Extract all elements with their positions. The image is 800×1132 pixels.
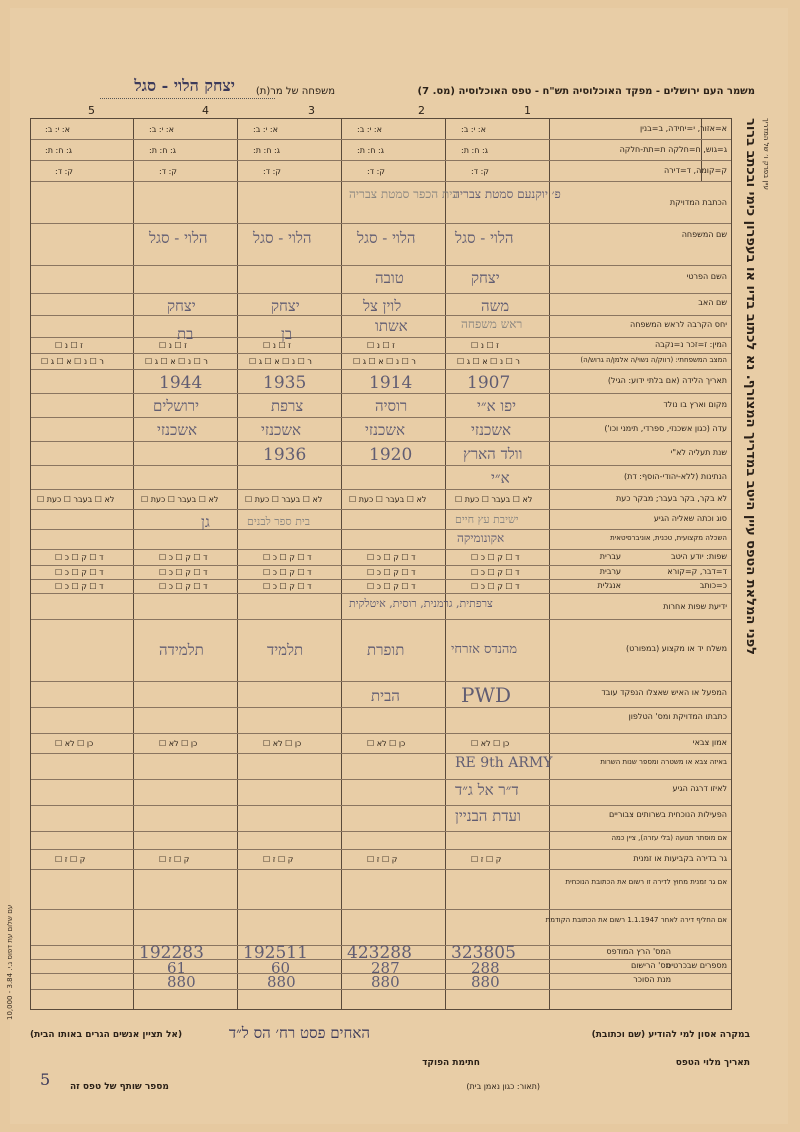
p3-serial[interactable]: 192511	[243, 943, 308, 963]
p3-birthplace[interactable]: צרפת	[271, 397, 304, 415]
p1-prof-edu[interactable]: אקונומיקה	[457, 531, 505, 545]
column-number-4: 4	[202, 104, 209, 117]
col3-lang-en[interactable]: ד ☐ ק ☐ כ ☐	[263, 582, 312, 591]
column-number-3: 3	[308, 104, 315, 117]
col2-lang-en[interactable]: ד ☐ ק ☐ כ ☐	[367, 582, 416, 591]
lang-hebrew: עברית	[599, 552, 621, 561]
row-label-previous-address: אם החליף דירה לאחר 1.1.1947 רשום את הכתובת הקודמת	[545, 916, 727, 924]
col3-residence[interactable]: ק ☐ ז ☐	[263, 855, 294, 864]
p1-occupation[interactable]: מהנדס אזרחי	[451, 642, 518, 657]
home-label: (תאור: כגון נאמן בית)	[466, 1082, 540, 1091]
p2-first-name[interactable]: טובה	[375, 269, 404, 287]
p1-relation[interactable]: ראש משפחה	[461, 317, 523, 331]
col5-lang-ar[interactable]: ד ☐ ק ☐ כ ☐	[55, 568, 104, 577]
row-label-movement: אם מוסתר תנועה (בלי עזרה), ציין כמה	[611, 834, 727, 842]
row-label-military-service: באיזה צבא או משטרה ומספר שנות השרות	[600, 758, 727, 766]
col2-school[interactable]: לא ☐ בעבר ☐ כעת ☐	[349, 495, 427, 504]
row-label-marital-status: המצב המשפחתי: (רווק/ה נשוי/ה אלמן/ה גרוש/ה)	[580, 356, 727, 364]
p1-other-langs[interactable]: צרפתית, גרמנית, רוסית, איטלקית	[349, 597, 493, 610]
p2-father[interactable]: לוין צל	[363, 297, 402, 315]
col3-abi[interactable]: א: י: ב:	[253, 125, 278, 134]
p2-registration[interactable]: 287	[371, 959, 400, 977]
col1-lang-ar[interactable]: ד ☐ ק ☐ כ ☐	[471, 568, 520, 577]
p2-occupation[interactable]: תופרת	[367, 641, 405, 659]
p4-community[interactable]: אשכנזי	[157, 421, 197, 439]
col5-kd[interactable]: ק: ד:	[55, 167, 73, 176]
col3-sex[interactable]: ז ☐ נ ☐	[263, 341, 291, 350]
p1-surname[interactable]: הלוי - סגל	[455, 229, 514, 247]
row-label-residence-type: גר בדירה בקביעות או זמנית	[633, 854, 727, 863]
col4-military[interactable]: כן ☐ לא ☐	[159, 739, 198, 748]
p3-prof-edu[interactable]: בית ספר לבנים	[247, 515, 311, 528]
emergency-label: במקרה אסון למי להודיע (שם וכתובת)	[591, 1030, 750, 1040]
p1-first-name[interactable]: יצחק	[471, 269, 500, 287]
col5-gch[interactable]: ג: ח: ת:	[45, 146, 72, 155]
row-label-professional-education: השכלה מקצועית, טכנית, אוניברסיטאית	[610, 534, 727, 542]
p1-birth[interactable]: 1907	[467, 373, 511, 393]
family-name-underline	[100, 98, 275, 99]
p1-birthplace[interactable]: יפו א״י	[477, 397, 517, 415]
col3-lang-ar[interactable]: ד ☐ ק ☐ כ ☐	[263, 568, 312, 577]
row-label-exact-address: הכתבת המדויקת	[669, 198, 727, 207]
p4-birthplace[interactable]: ירושלים	[153, 397, 200, 415]
col2-sex[interactable]: ז ☐ נ ☐	[367, 341, 395, 350]
col4-kd[interactable]: ק: ד:	[159, 167, 177, 176]
col2-abi[interactable]: א: י: ב:	[357, 125, 382, 134]
column-numbers	[30, 104, 550, 118]
col4-lang-ar[interactable]: ד ☐ ק ☐ כ ☐	[159, 568, 208, 577]
p1-serial[interactable]: 323805	[451, 943, 516, 963]
shared-label: מספר שותף של טפס זה	[70, 1082, 169, 1092]
col1-school[interactable]: לא ☐ בעבר ☐ כעת ☐	[455, 495, 533, 504]
col2-lang-he[interactable]: ד ☐ ק ☐ כ ☐	[367, 553, 416, 562]
col5-residence[interactable]: ק ☐ ז ☐	[55, 855, 86, 864]
p2-aliyah[interactable]: 1920	[369, 445, 413, 465]
row-label-father-name: שם האב	[698, 298, 727, 307]
p4-surname[interactable]: הלוי - סגל	[149, 229, 208, 247]
col5-military[interactable]: כן ☐ לא ☐	[55, 739, 94, 748]
p3-sugar[interactable]: 880	[267, 973, 296, 991]
col3-kd[interactable]: ק: ד:	[263, 167, 281, 176]
col2-gch[interactable]: ג: ח: ת:	[357, 146, 384, 155]
row-label-birthplace: מקום וארץ בו נולד	[663, 400, 727, 409]
p1-father[interactable]: משה	[481, 297, 510, 315]
col3-school[interactable]: לא ☐ בעבר ☐ כעת ☐	[245, 495, 323, 504]
col2-kd[interactable]: ק: ד:	[367, 167, 385, 176]
row-label-community: עדה (כגון אשכנזי, ספרדי, תימני וכו')	[604, 424, 727, 433]
p4-relation[interactable]: בת	[177, 325, 194, 343]
p1-education[interactable]: ישיבת עץ חיים	[455, 513, 519, 526]
row-label-registration: מס' הרישום	[630, 961, 671, 970]
row-label-first-name: השם הפרטי	[686, 272, 727, 281]
p1-citizenship[interactable]: א״י	[491, 469, 510, 487]
row-label-employer: המפעל או האיש שאצלו הנפקד עובד	[601, 688, 727, 697]
p3-first-name[interactable]: יצחק	[271, 297, 300, 315]
p1-address[interactable]: פ׳ יוקנעם סמטת צבריה	[453, 187, 561, 201]
row-label-block-parcel: ג=גוש, ח=חלקה ת=תת-חלקה	[619, 145, 727, 154]
p4-occupation[interactable]: תלמידה	[159, 641, 204, 659]
p1-public[interactable]: ועדת הבניין	[455, 807, 521, 825]
row-label-sex: המין: ז=זכר נ=נקבה	[654, 340, 727, 349]
col2-lang-ar[interactable]: ד ☐ ק ☐ כ ☐	[367, 568, 416, 577]
row-label-sugar-ration: מנת הסוכר	[633, 975, 671, 984]
row-label-floor-apartment: ק=קומה, ד=דירה	[664, 166, 727, 175]
p3-birth[interactable]: 1935	[263, 373, 307, 393]
row-label-card-numbers: מספרים שבכרטיס	[666, 961, 727, 970]
p2-employer[interactable]: הבית	[371, 687, 400, 705]
signature-label: חתימת הפוקד	[422, 1058, 480, 1068]
row-label-military-training: אמון צבאי	[692, 738, 727, 747]
col1-lang-he[interactable]: ד ☐ ק ☐ כ ☐	[471, 553, 520, 562]
row-label-relation: יחס הקרבה לראש המשפחה	[630, 320, 727, 329]
col3-marital[interactable]: ר ☐ נ ☐ א ☐ ג ☐	[249, 357, 312, 366]
col5-lang-en[interactable]: ד ☐ ק ☐ כ ☐	[55, 582, 104, 591]
col4-gch[interactable]: ג: ח: ת:	[149, 146, 176, 155]
p2-serial[interactable]: 423288	[347, 943, 412, 963]
p2-surname[interactable]: הלוי - סגל	[357, 229, 416, 247]
col1-abi[interactable]: א: י: ב:	[461, 125, 486, 134]
form-header	[40, 76, 755, 102]
column-divider	[341, 119, 342, 1009]
row-label-area-unit-building: א=אזור, י=יחידה, ב=בנין	[639, 124, 727, 133]
column-divider	[549, 119, 550, 1009]
p1-registration[interactable]: 288	[471, 959, 500, 977]
p2-community[interactable]: אשכנזי	[365, 421, 405, 439]
column-number-5: 5	[88, 104, 95, 117]
p4-registration[interactable]: 61	[167, 959, 187, 977]
column-divider	[133, 119, 134, 1009]
row-label-employer-address: כתבתו המדויקת ומס' הטלפון	[628, 712, 727, 721]
p4-serial[interactable]: 192283	[139, 943, 204, 963]
col2-residence[interactable]: ק ☐ ז ☐	[367, 855, 398, 864]
p2-sugar[interactable]: 880	[371, 973, 400, 991]
family-label: משפחה של מר(ת)	[255, 86, 335, 97]
col2-military[interactable]: כן ☐ לא ☐	[367, 739, 406, 748]
printer-imprint: עם שלום עת דפוס ג.י. 3.84 - 10,000	[6, 904, 14, 1020]
col3-lang-he[interactable]: ד ☐ ק ☐ כ ☐	[263, 553, 312, 562]
col4-school[interactable]: לא ☐ בעבר ☐ כעת ☐	[141, 495, 219, 504]
row-label-aliyah-year: שנת תעליה לא"י	[670, 448, 727, 457]
col1-marital[interactable]: ר ☐ נ ☐ א ☐ ג ☐	[457, 357, 520, 366]
row-label-languages: שפות: יודע היטב	[670, 552, 727, 561]
p4-birth[interactable]: 1944	[159, 373, 203, 393]
row-label-school-attendance: לא בקר, בקר בעבר; מבקר כעת	[616, 494, 727, 503]
col3-military[interactable]: כן ☐ לא ☐	[263, 739, 302, 748]
family-name-handwritten[interactable]: יצחק הלוי - סגל	[134, 76, 235, 95]
col1-lang-en[interactable]: ד ☐ ק ☐ כ ☐	[471, 582, 520, 591]
col5-school[interactable]: לא ☐ בעבר ☐ כעת ☐	[37, 495, 115, 504]
p1-rank[interactable]: ד״ר אל ג״ד	[455, 781, 519, 799]
row-label-write: כ=כותב	[699, 581, 727, 590]
signature-row	[30, 1058, 750, 1072]
col1-gch[interactable]: ג: ח: ת:	[461, 146, 488, 155]
p1-sugar[interactable]: 880	[471, 973, 500, 991]
p2-relation[interactable]: אשתו	[375, 317, 408, 335]
p1-army[interactable]: RE 9th ARMY	[455, 755, 553, 771]
row-label-rank: לאיזו דרגה הגיע	[672, 784, 727, 793]
col4-abi[interactable]: א: י: ב:	[149, 125, 174, 134]
column-divider	[237, 119, 238, 1009]
col4-residence[interactable]: ק ☐ ז ☐	[159, 855, 190, 864]
col3-gch[interactable]: ג: ח: ת:	[253, 146, 280, 155]
column-divider	[445, 119, 446, 1009]
p4-sugar[interactable]: 880	[167, 973, 196, 991]
emergency-note: (אל תציין אנשים הגרים באותו הבית)	[30, 1030, 183, 1040]
col4-lang-en[interactable]: ד ☐ ק ☐ כ ☐	[159, 582, 208, 591]
col1-sex[interactable]: ז ☐ נ ☐	[471, 341, 499, 350]
col5-abi[interactable]: א: י: ב:	[45, 125, 70, 134]
instructions-vertical-text: לפני המלאת הטפס עיין היטב במדריך המצורף. נא לכתוב בדיו או בעפרון כימי ובכתב ברור	[743, 118, 758, 656]
row-label-surname: שם המשפחה	[681, 230, 727, 239]
col5-sex[interactable]: ז ☐ נ ☐	[55, 341, 83, 350]
row-label-temp-address: אם גר זמנית מחוץ לדירה זו רשום את הכתובת הנוכחית	[565, 878, 727, 886]
col1-military[interactable]: כן ☐ לא ☐	[471, 739, 510, 748]
row-label-school-grade: סוג וכתה שאליה הגיע	[653, 514, 727, 523]
col4-sex[interactable]: ז ☐ נ ☐	[159, 341, 187, 350]
row-label-occupation: משלח יד או מקצוע (במפורט)	[626, 644, 727, 653]
p3-surname[interactable]: הלוי - סגל	[253, 229, 312, 247]
census-grid	[30, 118, 732, 1010]
p2-birth[interactable]: 1914	[369, 373, 413, 393]
col4-marital[interactable]: ר ☐ נ ☐ א ☐ ג ☐	[145, 357, 208, 366]
lang-english: אנגלית	[597, 581, 621, 590]
instructions-small-text: עיין בפרק ו׳ של המדריך	[762, 118, 770, 190]
shared-row	[30, 1070, 750, 1096]
p3-aliyah[interactable]: 1936	[263, 445, 307, 465]
p2-address[interactable]: בית הכפר סמטת צבריה	[349, 187, 459, 201]
row-label-other-languages: ידיעת שפות אחרות	[663, 602, 727, 611]
row-label-speak-read: ד=דבר, ק=קורא	[667, 567, 727, 576]
col1-residence[interactable]: ק ☐ ז ☐	[471, 855, 502, 864]
col5-marital[interactable]: ר ☐ נ ☐ א ☐ ג ☐	[41, 357, 104, 366]
p3-relation[interactable]: בן	[281, 325, 293, 343]
row-label-serial: המס' הרץ המודפס	[606, 947, 671, 956]
date-label: תאריך מלוי הטפס	[675, 1058, 750, 1068]
p2-birthplace[interactable]: רוסיה	[375, 397, 408, 415]
column-number-2: 2	[418, 104, 425, 117]
column-number-1: 1	[524, 104, 531, 117]
col4-lang-he[interactable]: ד ☐ ק ☐ כ ☐	[159, 553, 208, 562]
row-label-birth-date: תאריך הלידה (אם בלתי ידוע: הגיל)	[607, 376, 727, 385]
col2-marital[interactable]: ר ☐ נ ☐ א ☐ ג ☐	[353, 357, 416, 366]
col1-kd[interactable]: ק: ד:	[471, 167, 489, 176]
p3-occupation[interactable]: תלמיד	[267, 641, 304, 659]
p3-registration[interactable]: 60	[271, 959, 291, 977]
p3-community[interactable]: אשכנזי	[261, 421, 301, 439]
shared-value[interactable]: 5	[40, 1070, 51, 1089]
p1-aliyah[interactable]: וולד הארץ	[463, 445, 523, 463]
p4-education[interactable]: גן	[201, 513, 210, 531]
p1-community[interactable]: אשכנזי	[471, 421, 511, 439]
row-label-citizenship: הנתינות (ללא-יהודי-הוסף: דת)	[623, 472, 727, 481]
col5-lang-he[interactable]: ד ☐ ק ☐ כ ☐	[55, 553, 104, 562]
p4-first-name[interactable]: יצחק	[167, 297, 196, 315]
lang-arabic: ערבית	[599, 567, 621, 576]
emergency-value[interactable]: האחים פסט רח׳ הס ל״ד	[228, 1024, 370, 1042]
form-title: משמר העם ירושלים - מפקד האוכלוסיה תש"ח - טפס האוכלוסיה (מס. 7)	[417, 86, 755, 97]
row-label-public-activity: הפעילות הנוכחית בשרותים צבוריים	[608, 810, 727, 819]
p1-employer[interactable]: PWD	[461, 683, 512, 707]
